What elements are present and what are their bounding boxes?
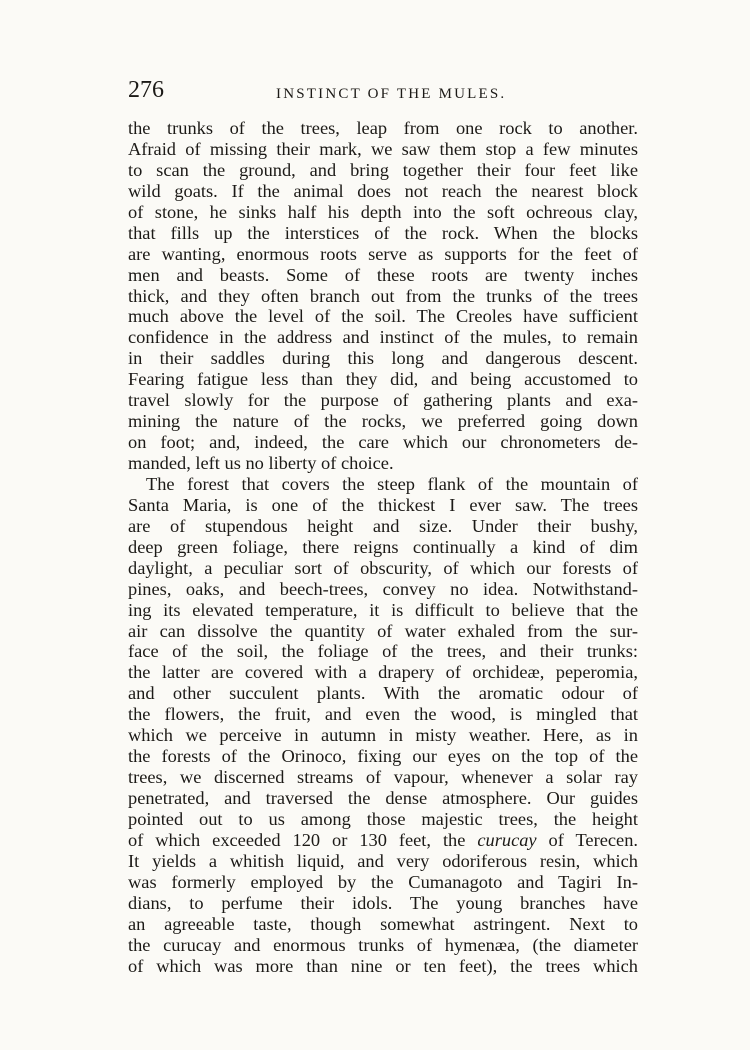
text-line: are of stupendous height and size. Under their bushy, [128,515,638,536]
text-line: Afraid of missing their mark, we saw them stop a few minutes [128,138,638,159]
text-line: men and beasts. Some of these roots are twenty inches [128,264,638,285]
running-head [128,78,638,108]
text-line: of which was more than nine or ten feet), the trees which [128,955,638,976]
text-line: The forest that covers the steep flank of the mountain of [146,473,638,494]
text-line: manded, left us no liberty of choice. [128,453,394,473]
text-line: that fills up the interstices of the rock. When the blocks [128,222,638,243]
text-line: to scan the ground, and bring together their four feet like [128,159,638,180]
running-title: INSTINCT OF THE MULES. [276,86,507,102]
text-line: thick, and they often branch out from the trunks of the trees [128,285,638,306]
text-line: confidence in the address and instinct of the mules, to remain [128,327,638,348]
text-line: wild goats. If the animal does not reach the nearest block [128,180,638,201]
text-line: which we perceive in autumn in misty weather. Here, as in [128,725,638,746]
text-line: Fearing fatigue less than they did, and being accustomed to [128,369,638,390]
text-line: the trunks of the trees, leap from one rock to another. [128,118,638,138]
text-line: an agreeable taste, though somewhat astringent. Next to [128,913,638,934]
text-line: travel slowly for the purpose of gathering plants and exa- [128,390,638,411]
text-line: pointed out to us among those majestic trees, the height [128,808,638,829]
italic-term: curucay [477,829,537,850]
text-line: much above the level of the soil. The Creoles have sufficient [128,306,638,327]
text-segment: of which exceeded 120 or 130 feet, the [128,829,478,850]
text-line: face of the soil, the foliage of the trees, and their trunks: [128,641,638,662]
text-line: the latter are covered with a drapery of orchideæ, peperomia, [128,662,638,683]
text-line: the flowers, the fruit, and even the wood, is mingled that [128,704,638,725]
text-line: the forests of the Orinoco, fixing our eyes on the top of the [128,746,638,767]
text-line [128,830,638,851]
text-segment: of Terecen. [536,829,638,850]
text-line: in their saddles during this long and dangerous descent. [128,348,638,369]
text-line: of stone, he sinks half his depth into the soft ochreous clay, [128,201,638,222]
text-line: daylight, a peculiar sort of obscurity, of which our forests of [128,557,638,578]
text-line: are wanting, enormous roots serve as supports for the feet of [128,243,638,264]
text-line: trees, we discerned streams of vapour, whenever a solar ray [128,767,638,788]
page-number: 276 [128,77,164,103]
text-line: deep green foliage, there reigns continually a kind of dim [128,536,638,557]
text-line: pines, oaks, and beech-trees, convey no idea. Notwithstand- [128,578,638,599]
text-line: on foot; and, indeed, the care which our chronometers de- [128,432,638,453]
text-line: ing its elevated temperature, it is difficult to believe that the [128,599,638,620]
text-line: mining the nature of the rocks, we preferred going down [128,411,638,432]
text-line: It yields a whitish liquid, and very odoriferous resin, which [128,850,638,871]
text-line: air can dissolve the quantity of water exhaled from the sur- [128,620,638,641]
body-text [128,118,638,976]
text-line: dians, to perfume their idols. The young branches have [128,892,638,913]
text-line: and other succulent plants. With the aromatic odour of [128,683,638,704]
text-line: was formerly employed by the Cumanagoto and Tagiri In- [128,871,638,892]
text-line: the curucay and enormous trunks of hymenæa, (the diameter [128,934,638,955]
text-line: Santa Maria, is one of the thickest I ever saw. The trees [128,494,638,515]
text-line: penetrated, and traversed the dense atmosphere. Our guides [128,788,638,808]
